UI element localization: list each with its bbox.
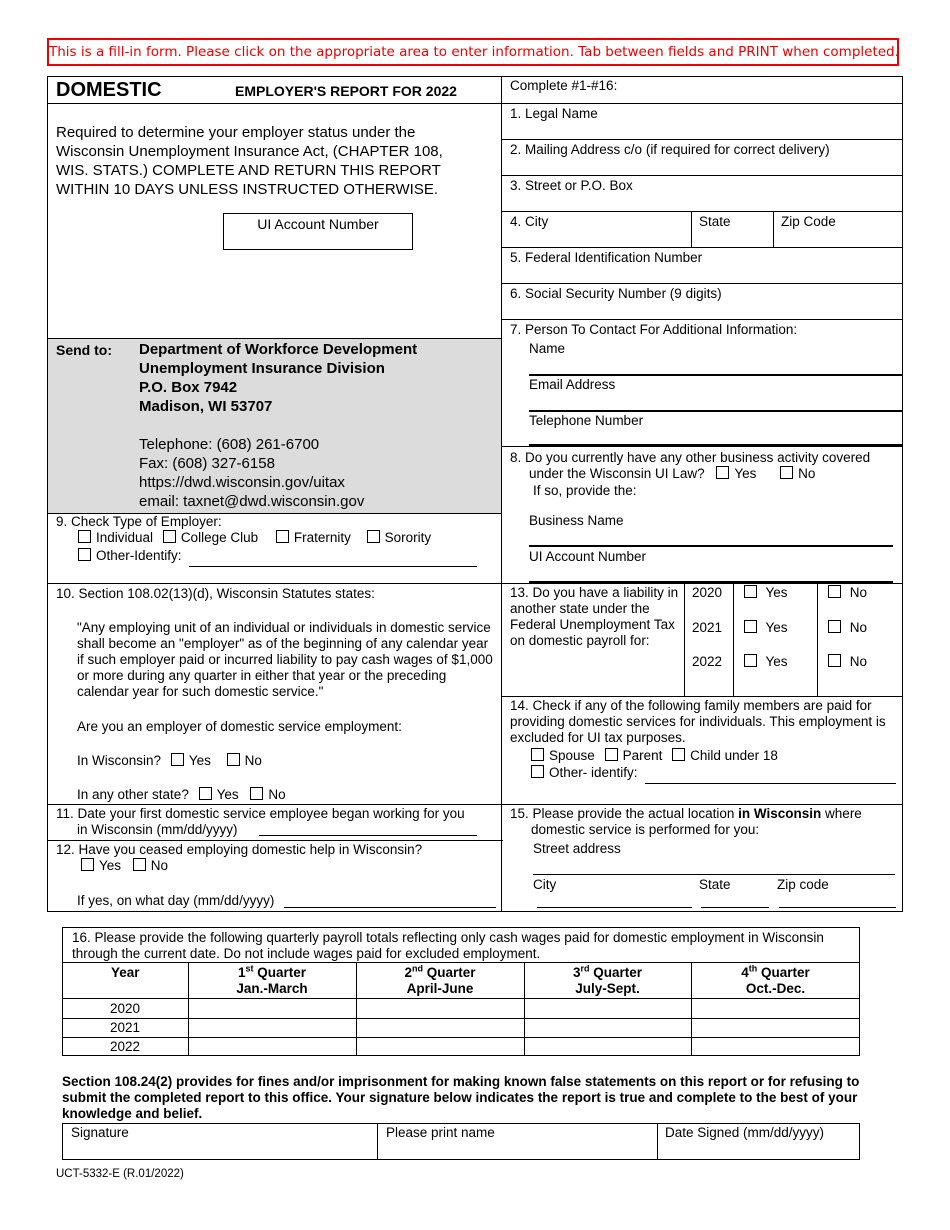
fill-in-notice — [47, 38, 899, 66]
q13-2022-yes-checkbox[interactable] — [744, 654, 757, 667]
ui-account-number-label: UI Account Number — [257, 216, 379, 232]
payroll-2021-q4[interactable] — [693, 1020, 858, 1036]
form-id: UCT-5332-E (R.01/2022) — [56, 1168, 184, 1180]
address-line-4: Madison, WI 53707 — [139, 398, 273, 415]
payroll-2022-q4[interactable] — [693, 1039, 858, 1055]
q12-yes-option[interactable] — [81, 858, 121, 873]
q15-text-c: where — [821, 806, 862, 821]
q8-ui-account-field[interactable]: UI Account Number — [529, 549, 647, 564]
q14-spouse-option[interactable] — [531, 748, 595, 763]
q10-wi-yes-label: Yes — [188, 753, 211, 768]
send-to-address — [139, 340, 417, 416]
q16-q1-word: Quarter — [253, 965, 307, 980]
q15-text-bold: in Wisconsin — [738, 806, 822, 821]
dwd-phone: Telephone: (608) 261-6700 — [139, 436, 320, 453]
q9-other-input[interactable] — [189, 552, 477, 567]
mailing-address-field[interactable]: 2. Mailing Address c/o (if required for correct delivery) — [510, 142, 830, 157]
q13-2021-yes[interactable] — [744, 620, 788, 636]
q15-zip-input[interactable] — [779, 893, 896, 908]
q10-other-state — [77, 787, 286, 803]
q16-text: 16. Please provide the following quarterly payroll totals reflecting only cash wages paid for domestic employment in Wisconsin through the current date. Do not include wages paid for excluded employment. — [72, 930, 824, 961]
q16-q1-months: Jan.-March — [236, 981, 308, 996]
q13-2021-no[interactable] — [828, 620, 867, 636]
payroll-2020-q2[interactable] — [358, 1000, 522, 1017]
q14-spouse-label: Spouse — [549, 748, 595, 763]
date-signed-field[interactable]: Date Signed (mm/dd/yyyy) — [665, 1125, 825, 1140]
q9-other-option[interactable] — [78, 548, 182, 564]
q16-q4-num: 4 — [741, 965, 749, 980]
q10-os-no-label: No — [268, 787, 286, 802]
q10-os-yes-option[interactable] — [199, 787, 239, 802]
q11-date-input[interactable] — [259, 821, 477, 836]
report-title: EMPLOYER'S REPORT FOR 2022 — [235, 83, 457, 99]
q13-2020-yes[interactable] — [744, 585, 788, 601]
q14-child-option[interactable] — [672, 748, 778, 763]
q9-sorority-option[interactable] — [367, 530, 432, 545]
q16-row-2020: 2020 — [110, 1001, 141, 1016]
ui-account-number-field[interactable] — [223, 213, 413, 250]
q13-2022-no[interactable] — [828, 654, 867, 670]
payroll-2021-q2[interactable] — [358, 1020, 522, 1036]
q14-parent-option[interactable] — [605, 748, 663, 763]
q16-q2-num: 2 — [404, 965, 412, 980]
q12-date-input[interactable] — [284, 893, 496, 908]
q14-other-input[interactable] — [645, 769, 896, 784]
q14-other-option[interactable] — [531, 765, 638, 781]
payroll-2022-q1[interactable] — [190, 1039, 354, 1055]
q14-parent-checkbox[interactable] — [605, 748, 618, 761]
city-field[interactable]: 4. City — [510, 214, 549, 229]
q9-title: 9. Check Type of Employer: — [56, 514, 222, 529]
q10-os-no-option[interactable] — [250, 787, 285, 802]
q14-text: 14. Check if any of the following family members are paid for providing domestic services for individuals. This employment is excluded for UI tax purposes. — [510, 698, 886, 745]
payroll-2021-q3[interactable] — [526, 1020, 689, 1036]
q13-year-2020: 2020 — [692, 585, 723, 600]
q8-question: under the Wisconsin UI Law? — [529, 466, 705, 481]
q10-other-state-label: In any other state? — [77, 787, 189, 802]
q9-individual-checkbox[interactable] — [78, 530, 91, 543]
q9-individual-option[interactable] — [78, 530, 153, 545]
q15-zip-label: Zip code — [777, 877, 829, 892]
q12-yes-label: Yes — [99, 858, 122, 873]
q8-line2 — [529, 466, 815, 482]
q9-sorority-checkbox[interactable] — [367, 530, 380, 543]
q9-college-checkbox[interactable] — [163, 530, 176, 543]
q16-q2-months: April-June — [406, 981, 474, 996]
q16-q3-num: 3 — [572, 965, 581, 980]
ssn-field[interactable]: 6. Social Security Number (9 digits) — [510, 286, 722, 301]
q13-2022-yes-label: Yes — [765, 654, 788, 669]
q15-state-label: State — [699, 877, 731, 892]
q14-spouse-checkbox[interactable] — [531, 748, 544, 761]
contact-person-heading: 7. Person To Contact For Additional Information: — [510, 322, 798, 337]
q9-fraternity-checkbox[interactable] — [276, 530, 289, 543]
q8-no-checkbox[interactable] — [780, 466, 793, 479]
payroll-2020-q3[interactable] — [526, 1000, 689, 1017]
q15-street-input[interactable] — [533, 858, 895, 875]
payroll-2022-q2[interactable] — [358, 1039, 522, 1055]
q10-title: 10. Section 108.02(13)(d), Wisconsin Statutes states: — [56, 586, 375, 601]
q13-text: 13. Do you have a liability in another state under the Federal Unemployment Tax on domestic payroll for: — [510, 585, 679, 648]
q13-2021-yes-label: Yes — [765, 620, 788, 635]
q14-other-checkbox[interactable] — [531, 765, 544, 778]
q8-business-name-field[interactable]: Business Name — [529, 513, 624, 528]
q14-child-checkbox[interactable] — [672, 748, 685, 761]
q14-other-label: Other- identify: — [549, 765, 638, 780]
q11-text: 11. Date your first domestic service employee began working for you — [56, 806, 465, 821]
q12-no-label: No — [150, 858, 169, 873]
q9-fraternity-option[interactable] — [276, 530, 351, 545]
q13-2022-no-label: No — [849, 654, 868, 669]
state-field[interactable]: State — [699, 214, 731, 229]
domestic-title: DOMESTIC — [56, 79, 162, 101]
q13-2020-no[interactable] — [828, 585, 867, 601]
payroll-2022-q3[interactable] — [526, 1039, 689, 1055]
q8-yes-label: Yes — [734, 466, 757, 481]
q16-q3-suffix: rd — [580, 963, 590, 974]
q14-options — [531, 748, 778, 764]
address-line-1: Department of Workforce Development — [139, 341, 418, 358]
q12-options — [81, 858, 168, 874]
street-field[interactable]: 3. Street or P.O. Box — [510, 178, 633, 193]
q16-q2-word: Quarter — [422, 965, 476, 980]
address-line-2: Unemployment Insurance Division — [139, 360, 385, 377]
q9-options — [78, 530, 431, 546]
q14-parent-label: Parent — [622, 748, 663, 763]
q12-if-yes: If yes, on what day (mm/dd/yyyy) — [77, 893, 275, 908]
q8-no-label: No — [798, 466, 816, 481]
q9-other-checkbox[interactable] — [78, 548, 91, 561]
q16-q3-word: Quarter — [589, 965, 643, 980]
zip-code-field[interactable]: Zip Code — [781, 214, 836, 229]
q15-street-label: Street address — [533, 841, 621, 856]
q16-q3-months: July-Sept. — [575, 981, 640, 996]
q12-yes-checkbox[interactable] — [81, 858, 94, 871]
q13-year-2021: 2021 — [692, 620, 723, 635]
signature-field[interactable]: Signature — [71, 1125, 129, 1140]
q13-2022-no-checkbox[interactable] — [828, 654, 841, 667]
q16-col-q3 — [524, 965, 691, 997]
q13-2020-yes-label: Yes — [765, 585, 788, 600]
dwd-email-link[interactable]: email: taxnet@dwd.wisconsin.gov — [139, 493, 365, 510]
intro-text: Required to determine your employer status under the Wisconsin Unemployment Insurance Act, (CHAPTER 108, WIS. STATS.) COMPLETE AND RETURN THIS REPORT WITHIN 10 DAYS UNLESS INSTRUCTED OTHERWISE. — [56, 124, 443, 198]
contact-email-field[interactable]: Email Address — [529, 377, 616, 392]
q8-yes-option[interactable] — [716, 466, 756, 481]
q9-individual-label: Individual — [96, 530, 154, 545]
q12-no-option[interactable] — [133, 858, 168, 873]
q13-2020-yes-checkbox[interactable] — [744, 585, 757, 598]
print-name-field[interactable]: Please print name — [386, 1125, 495, 1140]
payroll-2020-q4[interactable] — [693, 1000, 858, 1017]
q15-text — [510, 806, 862, 822]
q10-os-yes-checkbox[interactable] — [199, 787, 212, 800]
send-to-label: Send to: — [56, 342, 112, 358]
q10-wi-yes-checkbox[interactable] — [171, 753, 184, 766]
q15-city-label: City — [533, 877, 557, 892]
q13-2021-yes-checkbox[interactable] — [744, 620, 757, 633]
q12-no-checkbox[interactable] — [133, 858, 146, 871]
address-line-3: P.O. Box 7942 — [139, 379, 238, 396]
contact-name-field[interactable]: Name — [529, 341, 566, 356]
q9-sorority-label: Sorority — [384, 530, 432, 545]
q15-text-a: 15. Please provide the actual location — [510, 806, 739, 821]
notice-text: This is a fill-in form. Please click on the appropriate area to enter information. Tab between fields and PRINT when completed. — [49, 44, 899, 60]
q9-other-label: Other-Identify: — [96, 548, 182, 563]
payroll-2020-q1[interactable] — [190, 1000, 354, 1017]
q10-wi-no-checkbox[interactable] — [227, 753, 240, 766]
q13-2020-no-label: No — [849, 585, 868, 600]
q10-wi-no-option[interactable] — [227, 753, 262, 768]
penalty-statement: Section 108.24(2) provides for fines and/or imprisonment for making known false statements on this report or for refusing to submit the completed report to this office. Your signature below indicates the report is true and complete to the best of your knowledge and belief. — [62, 1074, 860, 1121]
q16-col-q2 — [356, 965, 524, 997]
q9-fraternity-label: Fraternity — [293, 530, 351, 545]
q10-question: Are you an employer of domestic service employment: — [77, 719, 402, 734]
q13-2020-no-checkbox[interactable] — [828, 585, 841, 598]
q16-row-2021: 2021 — [110, 1020, 141, 1035]
complete-instructions: Complete #1-#16: — [510, 78, 618, 93]
q14-child-label: Child under 18 — [690, 748, 778, 763]
q11-line2: in Wisconsin (mm/dd/yyyy) — [77, 822, 238, 837]
q15-city-input[interactable] — [537, 893, 692, 908]
q12-text: 12. Have you ceased employing domestic help in Wisconsin? — [56, 842, 423, 857]
q8-no-option[interactable] — [780, 466, 815, 481]
dwd-website-link[interactable]: https://dwd.wisconsin.gov/uitax — [139, 474, 345, 491]
q16-q4-suffix: th — [748, 963, 758, 974]
federal-id-field[interactable]: 5. Federal Identification Number — [510, 250, 703, 265]
q8-if-so: If so, provide the: — [533, 483, 637, 498]
q16-col-q1 — [188, 965, 356, 997]
q9-college-label: College Club — [180, 530, 259, 545]
legal-name-field[interactable]: 1. Legal Name — [510, 106, 598, 121]
q13-2021-no-label: No — [849, 620, 868, 635]
q10-wi-yes-option[interactable] — [171, 753, 211, 768]
q16-col-year: Year — [111, 965, 140, 980]
q16-q2-suffix: nd — [411, 963, 423, 974]
contact-phone-field[interactable]: Telephone Number — [529, 413, 644, 428]
q10-quote: "Any employing unit of an individual or individuals in domestic service shall become an "employer" as of the beginning of any calendar year if such employer paid or incurred liability to pay cash wages of $1,000 or more during any quarter in either that year or the preceding calendar year for such domestic service." — [77, 620, 493, 699]
q13-2022-yes[interactable] — [744, 654, 788, 670]
dwd-fax: Fax: (608) 327-6158 — [139, 455, 275, 472]
q13-year-2022: 2022 — [692, 654, 723, 669]
payroll-2021-q1[interactable] — [190, 1020, 354, 1036]
q13-2021-no-checkbox[interactable] — [828, 620, 841, 633]
q16-col-q4 — [691, 965, 860, 997]
q8-yes-checkbox[interactable] — [716, 466, 729, 479]
q15-state-input[interactable] — [701, 893, 769, 908]
q16-q1-suffix: st — [245, 963, 254, 974]
q16-q4-months: Oct.-Dec. — [745, 981, 806, 996]
q16-row-2022: 2022 — [110, 1039, 141, 1054]
q9-college-option[interactable] — [163, 530, 258, 545]
q10-os-no-checkbox[interactable] — [250, 787, 263, 800]
q10-wi-no-label: No — [244, 753, 262, 768]
q15-line2: domestic service is performed for you: — [531, 822, 760, 837]
q10-in-wisconsin — [77, 753, 262, 769]
q16-q4-word: Quarter — [757, 965, 810, 980]
q8-text: 8. Do you currently have any other business activity covered — [510, 450, 871, 465]
q10-in-wi-label: In Wisconsin? — [77, 753, 162, 768]
q16-q1-num: 1 — [237, 965, 246, 980]
q10-os-yes-label: Yes — [216, 787, 239, 802]
send-to-contact — [139, 435, 364, 511]
